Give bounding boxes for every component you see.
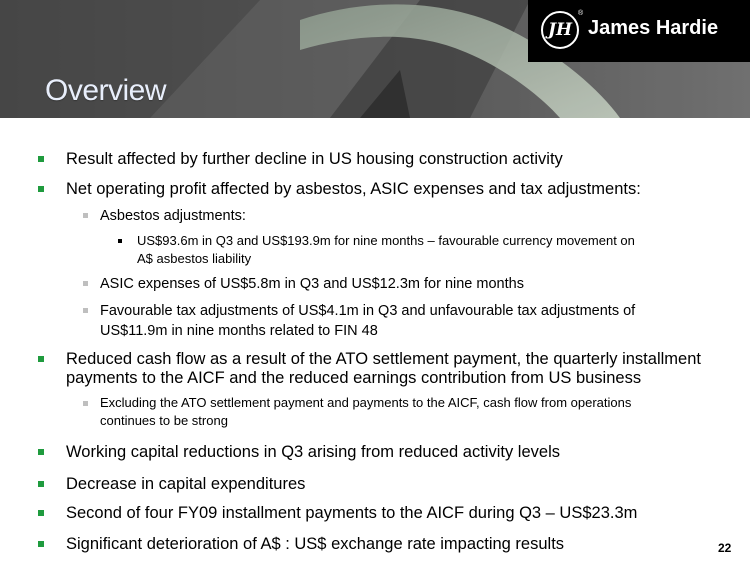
- sub-bullet-marker: [83, 213, 88, 218]
- sub-bullet-text: continues to be strong: [100, 413, 228, 428]
- sub-bullet-marker: [83, 401, 88, 406]
- logo-mark: JH: [541, 11, 579, 49]
- bullet-text: Working capital reductions in Q3 arising from reduced activity levels: [66, 443, 560, 461]
- sub-bullet-text: US$11.9m in nine months related to FIN 48: [100, 323, 378, 339]
- bullet-text: Net operating profit affected by asbestos, ASIC expenses and tax adjustments:: [66, 180, 641, 198]
- sub-bullet-text: Excluding the ATO settlement payment and payments to the AICF, cash flow from operations: [100, 395, 632, 410]
- bullet-marker: [38, 541, 44, 547]
- page-number: 22: [718, 541, 732, 555]
- company-logo: [528, 0, 750, 62]
- bullet-marker: [38, 449, 44, 455]
- sub-bullet-text: ASIC expenses of US$5.8m in Q3 and US$12.3m for nine months: [100, 276, 524, 292]
- bullet-text: Result affected by further decline in US housing construction activity: [66, 150, 563, 168]
- header-banner: [0, 0, 750, 118]
- sub-bullet-text: Favourable tax adjustments of US$4.1m in Q3 and unfavourable tax adjustments of: [100, 303, 636, 319]
- bullet-marker: [38, 186, 44, 192]
- sub-sub-bullet-marker: [118, 239, 122, 243]
- sub-bullet-marker: [83, 281, 88, 286]
- bullet-text: payments to the AICF and the reduced earnings contribution from US business: [66, 369, 642, 387]
- sub-sub-bullet-text: A$ asbestos liability: [137, 251, 252, 266]
- logo-registered: ®: [578, 10, 584, 17]
- bullet-text: Second of four FY09 installment payments to the AICF during Q3 – US$23.3m: [66, 504, 638, 522]
- bullet-text: Significant deterioration of A$ : US$ exchange rate impacting results: [66, 535, 565, 553]
- logo-text: James Hardie: [588, 17, 719, 39]
- bullet-text: Decrease in capital expenditures: [66, 475, 306, 493]
- bullet-marker: [38, 156, 44, 162]
- sub-sub-bullet-text: US$93.6m in Q3 and US$193.9m for nine months – favourable currency movement on: [137, 233, 635, 248]
- bullet-marker: [38, 356, 44, 362]
- page-title: Overview: [45, 74, 167, 107]
- bullet-marker: [38, 510, 44, 516]
- sub-bullet-text: Asbestos adjustments:: [100, 208, 246, 224]
- bullet-marker: [38, 481, 44, 487]
- bullet-text: Reduced cash flow as a result of the ATO settlement payment, the quarterly installment: [66, 350, 701, 368]
- sub-bullet-marker: [83, 308, 88, 313]
